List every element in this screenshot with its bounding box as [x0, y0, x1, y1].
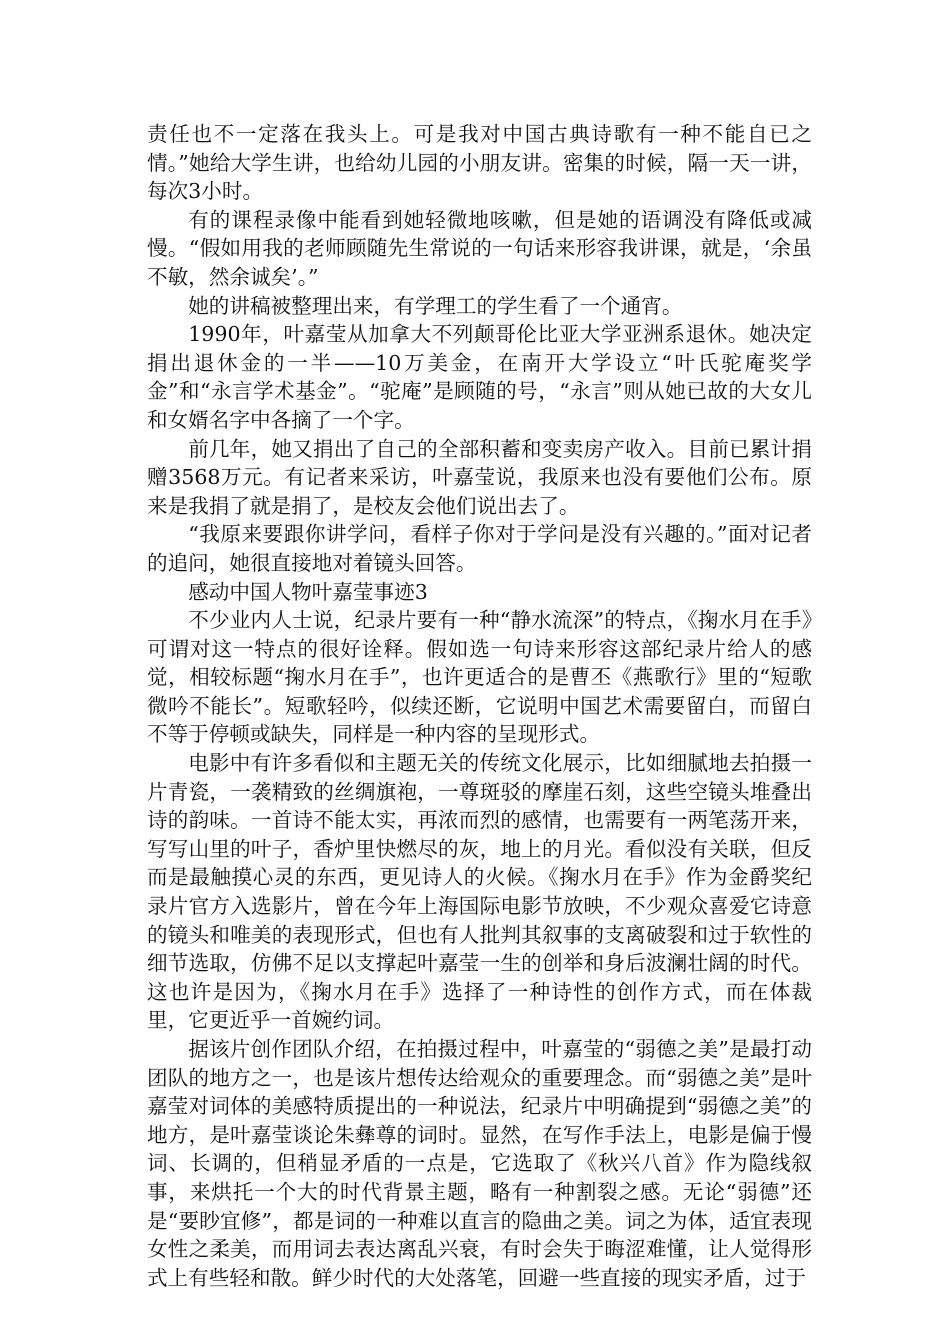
paragraph: 责任也不一定落在我头上。可是我对中国古典诗歌有一种不能自已之情。”她给大学生讲，也给幼儿园的小朋友讲。密集的时候，隔一天一讲，每次3小时。 — [147, 122, 812, 204]
paragraph: 据该片创作团队介绍，在拍摄过程中，叶嘉莹的“弱德之美”是最打动团队的地方之一，也是该片想传达给观众的重要理念。而“弱德之美”是叶嘉莹对词体的美感特质提出的一种说法，纪录片中明确提到“弱德之美”的地方，是叶嘉莹谈论朱彝尊的词时。显然，在写作手法上，电影是偏于慢词、长调的，但稍显矛盾的一点是，它选取了《秋兴八首》作为隐线叙事，来烘托一个大的时代背景主题，略有一种割裂之感。无论“弱德”还是“要眇宜修”，都是词的一种难以直言的隐曲之美。词之为体，适宜表现女性之柔美，而用词去表达离乱兴衰，有时会失于晦涩难懂，让人觉得形式上有些轻和散。鲜少时代的大处落笔，回避一些直接的现实矛盾，过于 — [147, 1037, 812, 1290]
document-body — [147, 120, 812, 1292]
paragraph: 1990年，叶嘉莹从加拿大不列颠哥伦比亚大学亚洲系退休。她决定捐出退休金的一半——10万美金，在南开大学设立“叶氏驼庵奖学金”和“永言学术基金”。“驼庵”是顾随的号，“永言”则从她已故的大女儿和女婿名字中各摘了一个字。 — [147, 322, 812, 432]
paragraph: 电影中有许多看似和主题无关的传统文化展示，比如细腻地去拍摄一片青瓷，一袭精致的丝绸旗袍，一尊斑驳的摩崖石刻，这些空镜头堆叠出诗的韵味。一首诗不能太实，再浓而烈的感情，也需要有一两笔荡开来，写写山里的叶子，香炉里快燃尽的灰，地上的月光。看似没有关联，但反而是最触摸心灵的东西，更见诗人的火候。《掬水月在手》作为金爵奖纪录片官方入选影片，曾在今年上海国际电影节放映，不少观众喜爱它诗意的镜头和唯美的表现形式，但也有人批判其叙事的支离破裂和过于软性的细节选取，仿佛不足以支撑起叶嘉莹一生的创举和身后波澜壮阔的时代。这也许是因为，《掬水月在手》选择了一种诗性的创作方式，而在体裁里，它更近乎一首婉约词。 — [147, 751, 812, 1033]
paragraph: 有的课程录像中能看到她轻微地咳嗽，但是她的语调没有降低或减慢。“假如用我的老师顾随先生常说的一句话来形容我讲课，就是，‘余虽不敏，然余诚矣’。” — [147, 207, 812, 289]
paragraph: 不少业内人士说，纪录片要有一种“静水流深”的特点，《掬水月在手》可谓对这一特点的很好诠释。假如选一句诗来形容这部纪录片给人的感觉，相较标题“掬水月在手”，也许更适合的是曹丕《燕歌行》里的“短歌微吟不能长”。短歌轻吟，似续还断，它说明中国艺术需要留白，而留白不等于停顿或缺失，同样是一种内容的呈现形式。 — [147, 608, 812, 747]
paragraph: 她的讲稿被整理出来，有学理工的学生看了一个通宵。 — [188, 293, 683, 318]
section-heading: 感动中国人物叶嘉莹事迹3 — [188, 579, 428, 604]
paragraph: 前几年，她又捐出了自己的全部积蓄和变卖房产收入。目前已累计捐赠3568万元。有记者来采访，叶嘉莹说，我原来也没有要他们公布。原来是我捐了就是捐了，是校友会他们说出去了。 — [147, 436, 812, 518]
paragraph: “我原来要跟你讲学问，看样子你对于学问是没有兴趣的。”面对记者的追问，她很直接地对着镜头回答。 — [147, 522, 812, 575]
